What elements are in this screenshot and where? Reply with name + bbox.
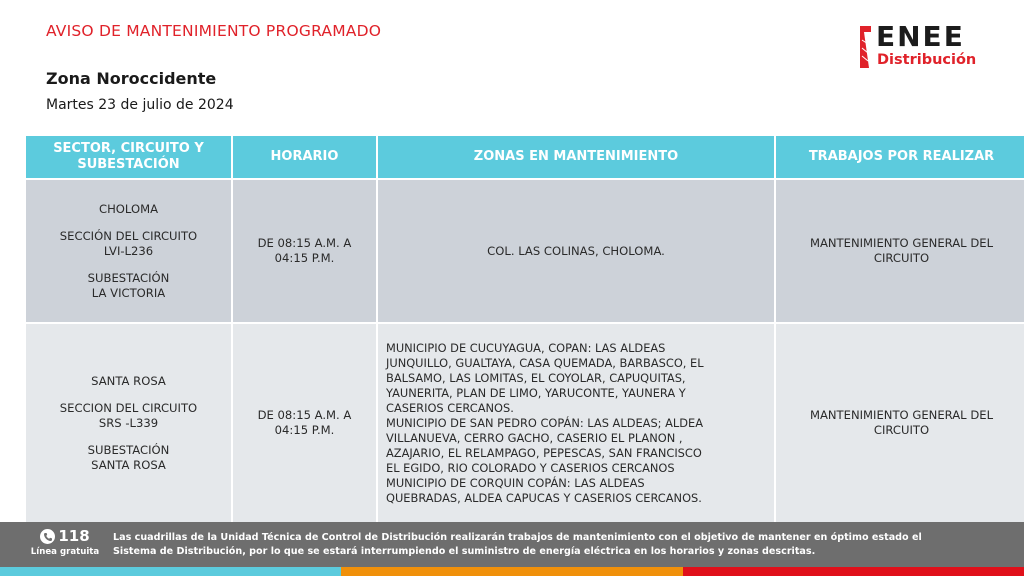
cell-sector bbox=[26, 324, 231, 522]
cell-works bbox=[776, 324, 1024, 522]
sector-name: SANTA ROSA bbox=[91, 373, 166, 388]
logo-brand: ENEE bbox=[876, 20, 965, 53]
enee-logo bbox=[858, 20, 1003, 72]
footer-message bbox=[113, 531, 1013, 559]
zones-line: AZAJARIO, EL RELAMPAGO, PEPESCAS, SAN FRANCISCO bbox=[386, 445, 702, 460]
zones-line: CASERIOS CERCANOS. bbox=[386, 400, 514, 415]
stripe-red bbox=[683, 567, 1024, 576]
cell-works bbox=[776, 180, 1024, 322]
column-header-zones: ZONAS EN MANTENIMIENTO bbox=[378, 136, 774, 178]
zones-line: EL EGIDO, RIO COLORADO Y CASERIOS CERCANOS bbox=[386, 460, 675, 475]
stripe-orange bbox=[341, 567, 683, 576]
works-line: CIRCUITO bbox=[873, 423, 930, 437]
zones-line: COL. LAS COLINAS, CHOLOMA. bbox=[487, 243, 665, 258]
notice-title: AVISO DE MANTENIMIENTO PROGRAMADO bbox=[46, 22, 382, 40]
column-header-sector bbox=[26, 136, 231, 178]
hotline bbox=[30, 528, 100, 558]
schedule-end: 04:15 P.M. bbox=[274, 423, 335, 437]
substation-label: SUBESTACIÓN bbox=[87, 270, 170, 285]
zones-line: VILLANUEVA, CERRO GACHO, CASERIO EL PLANON , bbox=[386, 430, 683, 445]
zones-line: BALSAMO, LAS LOMITAS, EL COYOLAR, CAPUQUITAS, bbox=[386, 370, 686, 385]
logo-subtitle: Distribución bbox=[877, 52, 977, 68]
works-line: MANTENIMIENTO GENERAL DEL bbox=[809, 408, 994, 422]
zones-line: QUEBRADAS, ALDEA CAPUCAS Y CASERIOS CERCANOS. bbox=[386, 490, 702, 505]
substation-label: SUBESTACIÓN bbox=[87, 442, 170, 457]
zones-line: MUNICIPIO DE CORQUIN COPÁN: LAS ALDEAS bbox=[386, 475, 645, 490]
cell-schedule bbox=[233, 180, 376, 322]
schedule-start: DE 08:15 A.M. A bbox=[257, 236, 352, 250]
hotline-label: Línea gratuita bbox=[30, 547, 100, 557]
footer-message-line: Las cuadrillas de la Unidad Técnica de Control de Distribución realizarán trabajos de mantenimiento con el objetivo de mantener en óptimo estado el bbox=[113, 532, 922, 543]
column-header-sector-line: SUBESTACIÓN bbox=[77, 157, 180, 172]
zones-line: MUNICIPIO DE SAN PEDRO COPÁN: LAS ALDEAS; ALDEA bbox=[386, 415, 704, 430]
date-line: Martes 23 de julio de 2024 bbox=[46, 97, 234, 113]
stripe-cyan bbox=[0, 567, 341, 576]
works-line: CIRCUITO bbox=[873, 251, 930, 265]
column-header-schedule: HORARIO bbox=[233, 136, 376, 178]
phone-icon bbox=[40, 529, 55, 544]
footer-bar bbox=[0, 522, 1024, 567]
cell-zones bbox=[378, 180, 774, 322]
column-header-works: TRABAJOS POR REALIZAR bbox=[776, 136, 1024, 178]
zone-title: Zona Noroccidente bbox=[46, 69, 217, 88]
zones-line: YAUNERITA, PLAN DE LIMO, YARUCONTE, YAUNERA Y bbox=[386, 385, 686, 400]
zones-line: JUNQUILLO, GUALTAYA, CASA QUEMADA, BARBASCO, EL bbox=[386, 355, 704, 370]
works-line: MANTENIMIENTO GENERAL DEL bbox=[809, 236, 994, 250]
maintenance-table bbox=[26, 136, 1023, 522]
column-header-sector-line: SECTOR, CIRCUITO Y bbox=[53, 141, 204, 156]
schedule-end: 04:15 P.M. bbox=[274, 251, 335, 265]
circuit-label: SECCION DEL CIRCUITO bbox=[59, 400, 198, 415]
circuit-code: LVI-L236 bbox=[103, 243, 154, 258]
substation-name: SANTA ROSA bbox=[91, 457, 166, 472]
circuit-label: SECCIÓN DEL CIRCUITO bbox=[59, 228, 198, 243]
zones-line: MUNICIPIO DE CUCUYAGUA, COPAN: LAS ALDEAS bbox=[386, 340, 666, 355]
sector-name: CHOLOMA bbox=[98, 201, 159, 216]
footer-message-line: Sistema de Distribución, por lo que se estará interrumpiendo el suministro de energía eléctrica en los horarios y zonas descritas. bbox=[113, 546, 816, 557]
schedule-start: DE 08:15 A.M. A bbox=[257, 408, 352, 422]
tower-icon bbox=[858, 26, 872, 68]
circuit-code: SRS -L339 bbox=[98, 415, 159, 430]
substation-name: LA VICTORIA bbox=[91, 285, 166, 300]
cell-sector bbox=[26, 180, 231, 322]
cell-schedule bbox=[233, 324, 376, 522]
hotline-number: 118 bbox=[58, 527, 90, 545]
cell-zones bbox=[378, 324, 774, 522]
